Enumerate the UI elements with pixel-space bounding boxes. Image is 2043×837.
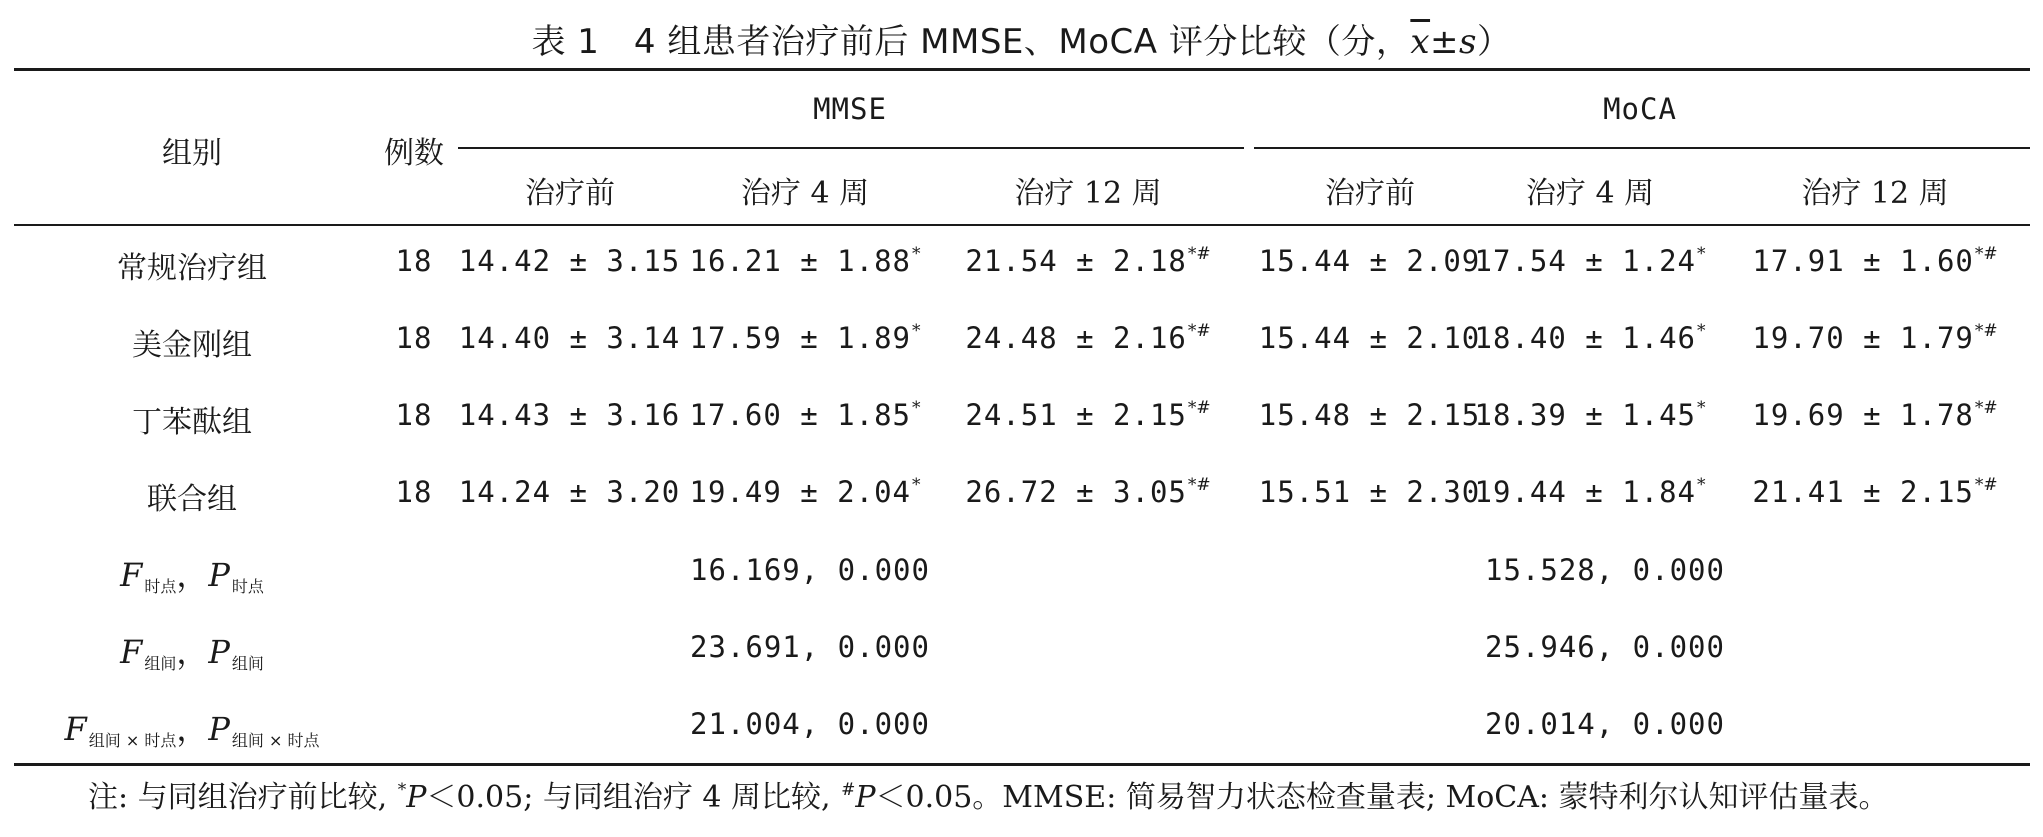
- header-mmse-12w: 治疗 12 周: [1014, 176, 1162, 211]
- header-moca-4w: 治疗 4 周: [1525, 176, 1655, 211]
- table-cell: 26.72 ± 3.05*#: [965, 475, 1211, 509]
- stat-label-time: F $_{时点}$，P $_{时点}$: [120, 556, 264, 596]
- table-cell: 18.39 ± 1.45*: [1474, 398, 1706, 432]
- mmse-header-rule: [458, 147, 1244, 149]
- header-count: 例数: [384, 136, 444, 171]
- table-cell: 21.54 ± 2.18*#: [965, 244, 1211, 278]
- table-cell: 17.54 ± 1.24*: [1474, 244, 1706, 278]
- row-count: 18: [395, 244, 433, 278]
- row-group-label: 常规治疗组: [117, 251, 267, 286]
- table-cell: 15.51 ± 2.30: [1258, 475, 1481, 509]
- table-cell: 15.44 ± 2.09: [1258, 244, 1481, 278]
- table-cell: 21.41 ± 2.15*#: [1752, 475, 1998, 509]
- title-sd-symbol: s: [1459, 22, 1477, 62]
- row-group-label: 联合组: [147, 482, 237, 517]
- table-cell: 19.70 ± 1.79*#: [1752, 321, 1998, 355]
- stat-moca-group: 25.946, 0.000: [1485, 630, 1725, 664]
- table-cell: 15.48 ± 2.15: [1258, 398, 1481, 432]
- table-cell: 19.49 ± 2.04*: [689, 475, 921, 509]
- stat-mmse-interaction: 21.004, 0.000: [690, 707, 930, 741]
- row-count: 18: [395, 398, 433, 432]
- top-rule: [14, 68, 2030, 71]
- header-bottom-rule: [14, 224, 2030, 226]
- row-count: 18: [395, 475, 433, 509]
- header-mmse-pre: 治疗前: [525, 176, 615, 211]
- bottom-rule: [14, 763, 2030, 766]
- table-cell: 17.59 ± 1.89*: [689, 321, 921, 355]
- table-cell: 24.48 ± 2.16*#: [965, 321, 1211, 355]
- table-footnote: 注: 与同组治疗前比较, *P＜0.05; 与同组治疗 4 周比较, #P＜0.05。MMSE: 简易智力状态检查量表; MoCA: 蒙特利尔认知评估量表。: [88, 780, 1889, 815]
- header-group: 组别: [162, 136, 222, 171]
- table-cell: 15.44 ± 2.10: [1258, 321, 1481, 355]
- title-mean-symbol: $\overline{x}$: [1410, 22, 1431, 62]
- title-text: 表 1 4 组患者治疗前后 MMSE、MoCA 评分比较（分，: [531, 22, 1411, 62]
- table-cell: 18.40 ± 1.46*: [1474, 321, 1706, 355]
- moca-header-rule: [1254, 147, 2030, 149]
- header-moca: MoCA: [1603, 92, 1677, 126]
- table-cell: 14.40 ± 3.14: [458, 321, 681, 355]
- stat-moca-time: 15.528, 0.000: [1485, 553, 1725, 587]
- table-cell: 16.21 ± 1.88*: [689, 244, 921, 278]
- table-cell: 14.42 ± 3.15: [458, 244, 681, 278]
- row-count: 18: [395, 321, 433, 355]
- table-title: [0, 14, 2043, 63]
- table-cell: 17.60 ± 1.85*: [689, 398, 921, 432]
- table-cell: 19.44 ± 1.84*: [1474, 475, 1706, 509]
- header-mmse-4w: 治疗 4 周: [740, 176, 870, 211]
- header-moca-12w: 治疗 12 周: [1801, 176, 1949, 211]
- row-group-label: 美金刚组: [132, 328, 252, 363]
- stat-mmse-time: 16.169, 0.000: [690, 553, 930, 587]
- header-moca-pre: 治疗前: [1325, 176, 1415, 211]
- stat-label-interaction: F $_{组间 \times 时点}$，P $_{组间 \times 时点}$: [64, 710, 320, 750]
- stat-mmse-group: 23.691, 0.000: [690, 630, 930, 664]
- table-cell: 14.43 ± 3.16: [458, 398, 681, 432]
- table-cell: 14.24 ± 3.20: [458, 475, 681, 509]
- table-cell: 19.69 ± 1.78*#: [1752, 398, 1998, 432]
- title-suffix: ）: [1477, 22, 1512, 62]
- stat-label-group: F $_{组间}$，P $_{组间}$: [120, 633, 264, 673]
- row-group-label: 丁苯酞组: [132, 405, 252, 440]
- title-pm-symbol: ±: [1430, 22, 1460, 62]
- table-cell: 17.91 ± 1.60*#: [1752, 244, 1998, 278]
- stat-moca-interaction: 20.014, 0.000: [1485, 707, 1725, 741]
- header-mmse: MMSE: [813, 92, 887, 126]
- table-cell: 24.51 ± 2.15*#: [965, 398, 1211, 432]
